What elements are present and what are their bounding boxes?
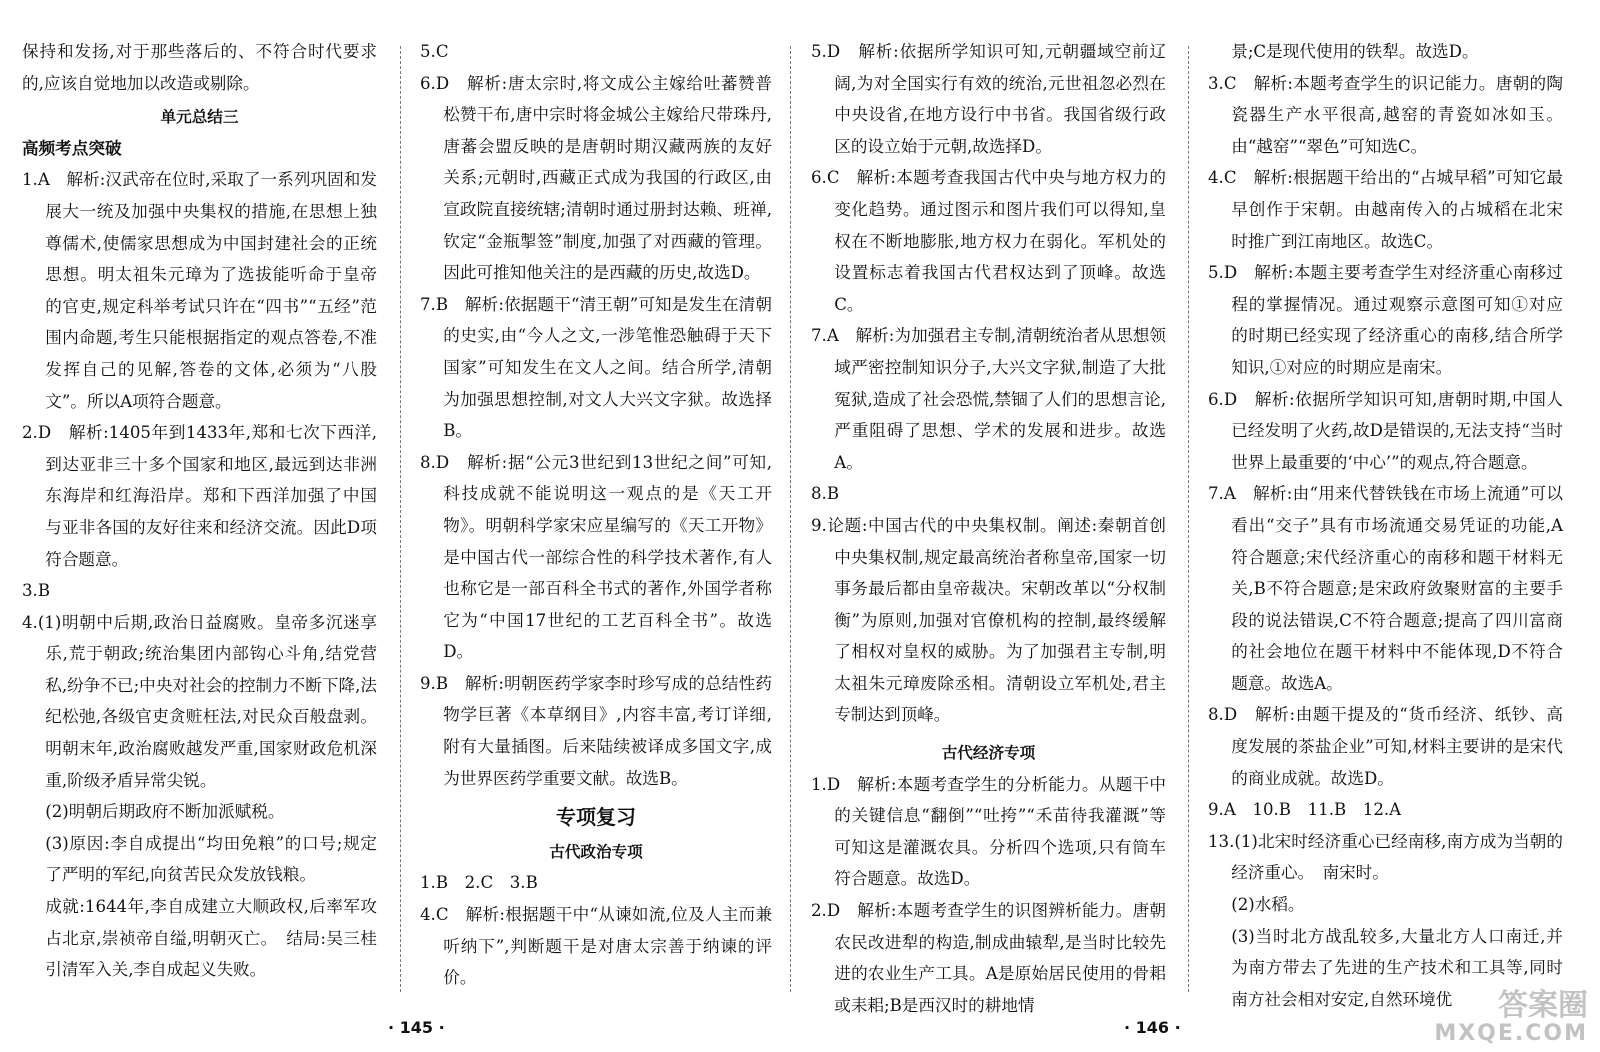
column-divider — [400, 46, 401, 992]
politics-subtitle: 古代政治专项 — [549, 841, 643, 861]
column-1 — [22, 36, 377, 986]
column-divider — [1188, 46, 1189, 992]
answers-1-3: 1.B 2.C 3.B — [420, 873, 538, 893]
answer-3: 3.C 解析:本题考查学生的识记能力。唐朝的陶瓷器生产水平很高,越窑的青瓷如冰如玉。由“越窑”“翠色”可知选C。 — [1208, 73, 1563, 156]
answer-2: 2.D 解析:本题考查学生的识图辨析能力。唐朝农民改进犁的构造,制成曲辕犁,是当时比较先进的农业生产工具。A是原始居民使用的骨耜或耒耜;B是西汉时的耕地情 — [811, 901, 1166, 1015]
answer-6: 6.D 解析:依据所学知识可知,唐朝时期,中国人已经发明了火药,故D是错误的,无法支持“当时世界上最重要的‘中心’”的观点,符合题意。 — [1208, 389, 1563, 472]
answer-7: 7.A 解析:由“用来代替铁钱在市场上流通”可以看出“交子”具有市场流通交易凭证的功能,A符合题意;宋代经济重心的南移和题干材料无关,B不符合题意;是宋政府敛聚财富的主要手段的说法错误,C不符合题意;提高了四川富商的社会地位在题干材料中不能体现,D不符合题意。故选A。 — [1208, 484, 1563, 693]
page-number-left: · 145 · — [388, 1018, 445, 1037]
answer-9: 9.论题:中国古代的中央集权制。阐述:秦朝首创中央集权制,规定最高统治者称皇帝,国家一切事务最后都由皇帝裁决。宋朝改革以“分权制衡”为原则,加强对官僚机构的控制,最终缓解了相权对皇权的威胁。为了加强君主专制,明太祖朱元璋废除丞相。清朝设立军机处,君主专制达到顶峰。 — [811, 515, 1166, 725]
intro-text: 保持和发扬,对于那些落后的、不符合时代要求的,应该自觉地加以改造或剔除。 — [22, 42, 377, 93]
section-heading: 高频考点突破 — [22, 138, 122, 158]
watermark-logo — [1408, 988, 1588, 1048]
column-3 — [811, 36, 1166, 1021]
answer-4: 4.C 解析:根据题干中“从谏如流,位及人主而兼听纳下”,判断题干是对唐太宗善于纳谏的评价。 — [420, 905, 772, 988]
answer-7: 7.A 解析:为加强君主专制,清朝统治者从思想领域严密控制知识分子,大兴文字狱,制造了大批冤狱,造成了社会恐慌,禁锢了人们的思想言论,严重阻碍了思想、学术的发展和进步。故选A。 — [811, 326, 1166, 472]
section-title: 单元总结三 — [160, 107, 239, 127]
watermark-line-2: MXQE.COM — [1434, 1021, 1588, 1046]
answer-13-part-1: 13.(1)北宋时经济重心已经南移,南方成为当朝的经济重心。 南宋时。 — [1208, 831, 1563, 883]
answer-8: 8.D 解析:由题干提及的“货币经济、纸钞、高度发展的茶盐企业”可知,材料主要讲的是宋代的商业成就。故选D。 — [1208, 705, 1563, 788]
column-divider — [790, 46, 791, 992]
answer-3: 3.B — [22, 581, 51, 601]
answer-2-continued: 景;C是现代使用的铁犁。故选D。 — [1231, 42, 1479, 61]
answer-5: 5.D 解析:本题主要考查学生对经济重心南移过程的掌握情况。通过观察示意图可知①对应的时期已经实现了经济重心的南移,结合所学知识,①对应的时期应是南宋。 — [1208, 263, 1563, 377]
answer-8: 8.D 解析:据“公元3世纪到13世纪之间”可知,科技成就不能说明这一观点的是《天工开物》。明朝科学家宋应星编写的《天工开物》是中国古代一部综合性的科学技术著作,有人也称它是一部百科全书式的著作,外国学者称它为“中国17世纪的工艺百科全书”。故选D。 — [420, 452, 772, 662]
answer-5: 5.D 解析:依据所学知识可知,元朝疆域空前辽阔,为对全国实行有效的统治,元世祖忽必烈在中央设省,在地方设行中书省。我国省级行政区的设立始于元朝,故选择D。 — [811, 42, 1166, 156]
watermark-line-1: 答案圈 — [1498, 988, 1588, 1023]
answer-4-part-2: (2)明朝后期政府不断加派赋税。 — [45, 802, 285, 822]
answer-6: 6.D 解析:唐太宗时,将文成公主嫁给吐蕃赞普松赞干布,唐中宗时将金城公主嫁给尺带珠丹,唐蕃会盟反映的是唐朝时期汉藏两族的友好关系;元朝时,西藏正式成为我国的行政区,由宣政院直接统辖;清朝时通过册封达赖、班禅,钦定“金瓶掣签”制度,加强了对西藏的管理。因此可推知他关注的是西藏的历史,故选D。 — [420, 73, 772, 283]
answer-4-part-3: (3)原因:李自成提出“均田免粮”的口号;规定了严明的军纪,向贫苦民众发放钱粮。 — [45, 833, 377, 885]
answer-1: 1.A 解析:汉武帝在位时,采取了一系列巩固和发展大一统及加强中央集权的措施,在思想上独尊儒术,使儒家思想成为中国封建社会的正统思想。明太祖朱元璋为了选拔能听命于皇帝的官吏,规定科举考试只许在“四书”“五经”范围内命题,考生只能根据指定的观点答卷,不准发挥自己的见解,答卷的文体,必须为“八股文”。所以A项符合题意。 — [22, 170, 377, 411]
answer-2: 2.D 解析:1405年到1433年,郑和七次下西洋,到达亚非三十多个国家和地区,最远到达非洲东海岸和红海沿岸。郑和下西洋加强了中国与亚非各国的友好往来和经济交流。因此D项符合题意。 — [22, 423, 377, 569]
answer-13-part-2: (2)水稻。 — [1231, 895, 1305, 915]
answer-6: 6.C 解析:本题考查我国古代中央与地方权力的变化趋势。通过图示和图片我们可以得知,皇权在不断地膨胀,地方权力在弱化。军机处的设置标志着我国古代君权达到了顶峰。故选C。 — [811, 168, 1166, 314]
column-2 — [420, 36, 772, 994]
answers-9-12: 9.A 10.B 11.B 12.A — [1208, 800, 1402, 820]
answer-13-part-3: (3)当时北方战乱较多,大量北方人口南迁,并为南方带去了先进的生产技术和工具等,同时南方社会相对安定,自然环境优 — [1231, 926, 1563, 1009]
answer-9: 9.B 解析:明朝医药学家李时珍写成的总结性药物学巨著《本草纲目》,内容丰富,考订详细,附有大量插图。后来陆续被译成多国文字,成为世界医药学重要文献。故选B。 — [420, 673, 772, 788]
economy-subtitle: 古代经济专项 — [941, 743, 1036, 763]
answer-4-part-1: 4.(1)明朝中后期,政治日益腐败。皇帝多沉迷享乐,荒于朝政;统治集团内部钩心斗角,结党营私,纷争不已;中央对社会的控制力不断下降,法纪松弛,各级官吏贪赃枉法,对民众百般盘剥。明朝末年,政治腐败越发严重,国家财政危机深重,阶级矛盾异常尖锐。 — [22, 612, 377, 790]
answer-4-part-4: 成就:1644年,李自成建立大顺政权,后率军攻占北京,崇祯帝自缢,明朝灭亡。 结局:吴三桂引清军入关,李自成起义失败。 — [45, 897, 377, 980]
column-4 — [1208, 36, 1563, 1015]
page-number-right: · 146 · — [1124, 1018, 1181, 1037]
answer-1: 1.D 解析:本题考查学生的分析能力。从题干中的关键信息“翻倒”“吐挎”“禾苗待我灌溉”等可知这是灌溉农具。分析四个选项,只有筒车符合题意。故选D。 — [811, 774, 1166, 889]
answer-7: 7.B 解析:依据题干“清王朝”可知是发生在清朝的史实,由“今人之文,一涉笔惟恐触碍于天下国家”可知发生在文人之间。结合所学,清朝为加强思想控制,对文人大兴文字狱。故选择B。 — [420, 294, 772, 441]
answer-8: 8.B — [811, 484, 840, 504]
answer-5: 5.C — [420, 42, 449, 61]
review-title: 专项复习 — [556, 805, 636, 830]
answer-4: 4.C 解析:根据题干给出的“占城早稻”可知它最早创作于宋朝。由越南传入的占城稻在北宋时推广到江南地区。故选C。 — [1208, 168, 1563, 251]
